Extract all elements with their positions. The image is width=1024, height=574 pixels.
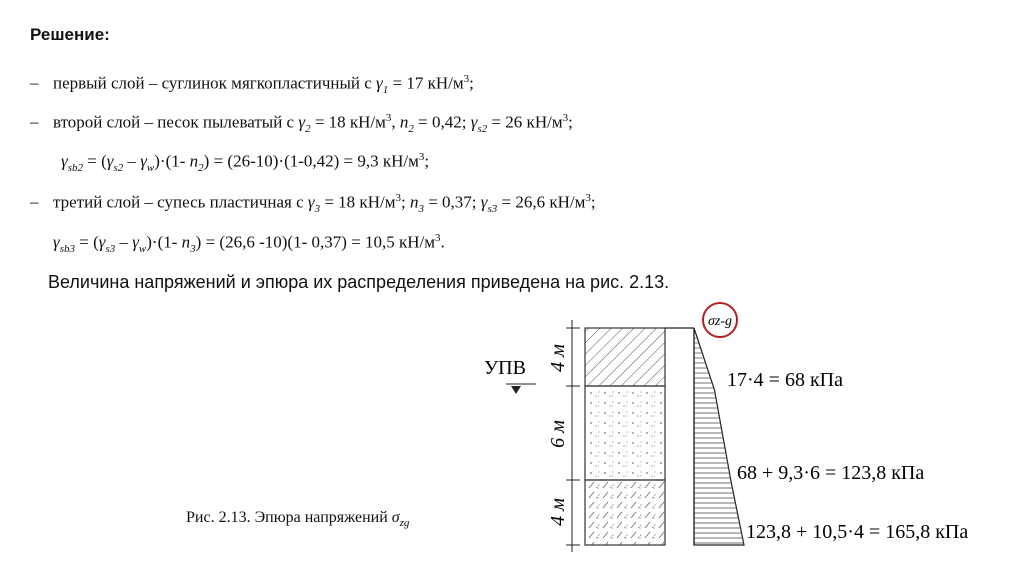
layer2-line: второй слой – песок пылеватый с $\gamma_2 = 18$ $кН/м^3$, $n_2 = 0,42$; $\gamma_{s2} = 26$ $кН/м^3$; [53, 112, 573, 136]
layer2-thickness: 6 м [547, 420, 569, 448]
sigma-zg-label: σz-g [707, 314, 733, 329]
stress-paragraph: Величина напряжений и эпюра их распределения приведена на рис. 2.13. [48, 272, 670, 292]
stress-label-1: 17·4 = 68 кПа [727, 369, 843, 391]
bullet-dash: – [30, 112, 39, 131]
bullet-dash: – [30, 73, 39, 92]
layer3-line: третий слой – супесь пластичная с $\gamma_3 = 18$ $кН/м^3$; $n_3 = 0,37$; $\gamma_{s3} = 26,6$ $кН/м^3$; [53, 192, 596, 216]
bullet-dash: – [30, 192, 39, 211]
layer3-sandy-loam [585, 480, 665, 545]
groundwater-label: УПВ [484, 357, 526, 379]
stress-epure [694, 328, 744, 545]
figure-caption: Рис. 2.13. Эпюра напряжений $\sigma_{zg}$ [186, 509, 410, 530]
groundwater-triangle-icon [511, 386, 521, 394]
layer1-loam [585, 328, 665, 386]
stress-label-2: 68 + 9,3·6 = 123,8 кПа [737, 462, 925, 484]
solution-heading: Решение: [30, 25, 110, 44]
formula-gamma-sb2: $\gamma_{sb2} = (\gamma_{s2} - \gamma_w)\cdot(1-$ $n_2) = (26-10)\cdot(1-0,42) = 9,3$ $кН/м^3$; [61, 151, 430, 175]
epure-outline [694, 328, 744, 545]
layer1-line: первый слой – суглинок мягкопластичный с $\gamma_1 = 17$ $кН/м^3$; [53, 73, 474, 97]
layer1-thickness: 4 м [547, 344, 569, 372]
layer3-thickness: 4 м [547, 498, 569, 526]
formula-gamma-sb3: $\gamma_{sb3} = (\gamma_{s3} - \gamma_w)\cdot(1-$ $n_3) = (26,6$ -10)(1- 0,37) = 10,5 $кН/м^3$. [53, 232, 445, 256]
stress-label-3: 123,8 + 10,5·4 = 165,8 кПа [746, 521, 969, 543]
layer2-sand [585, 386, 665, 480]
